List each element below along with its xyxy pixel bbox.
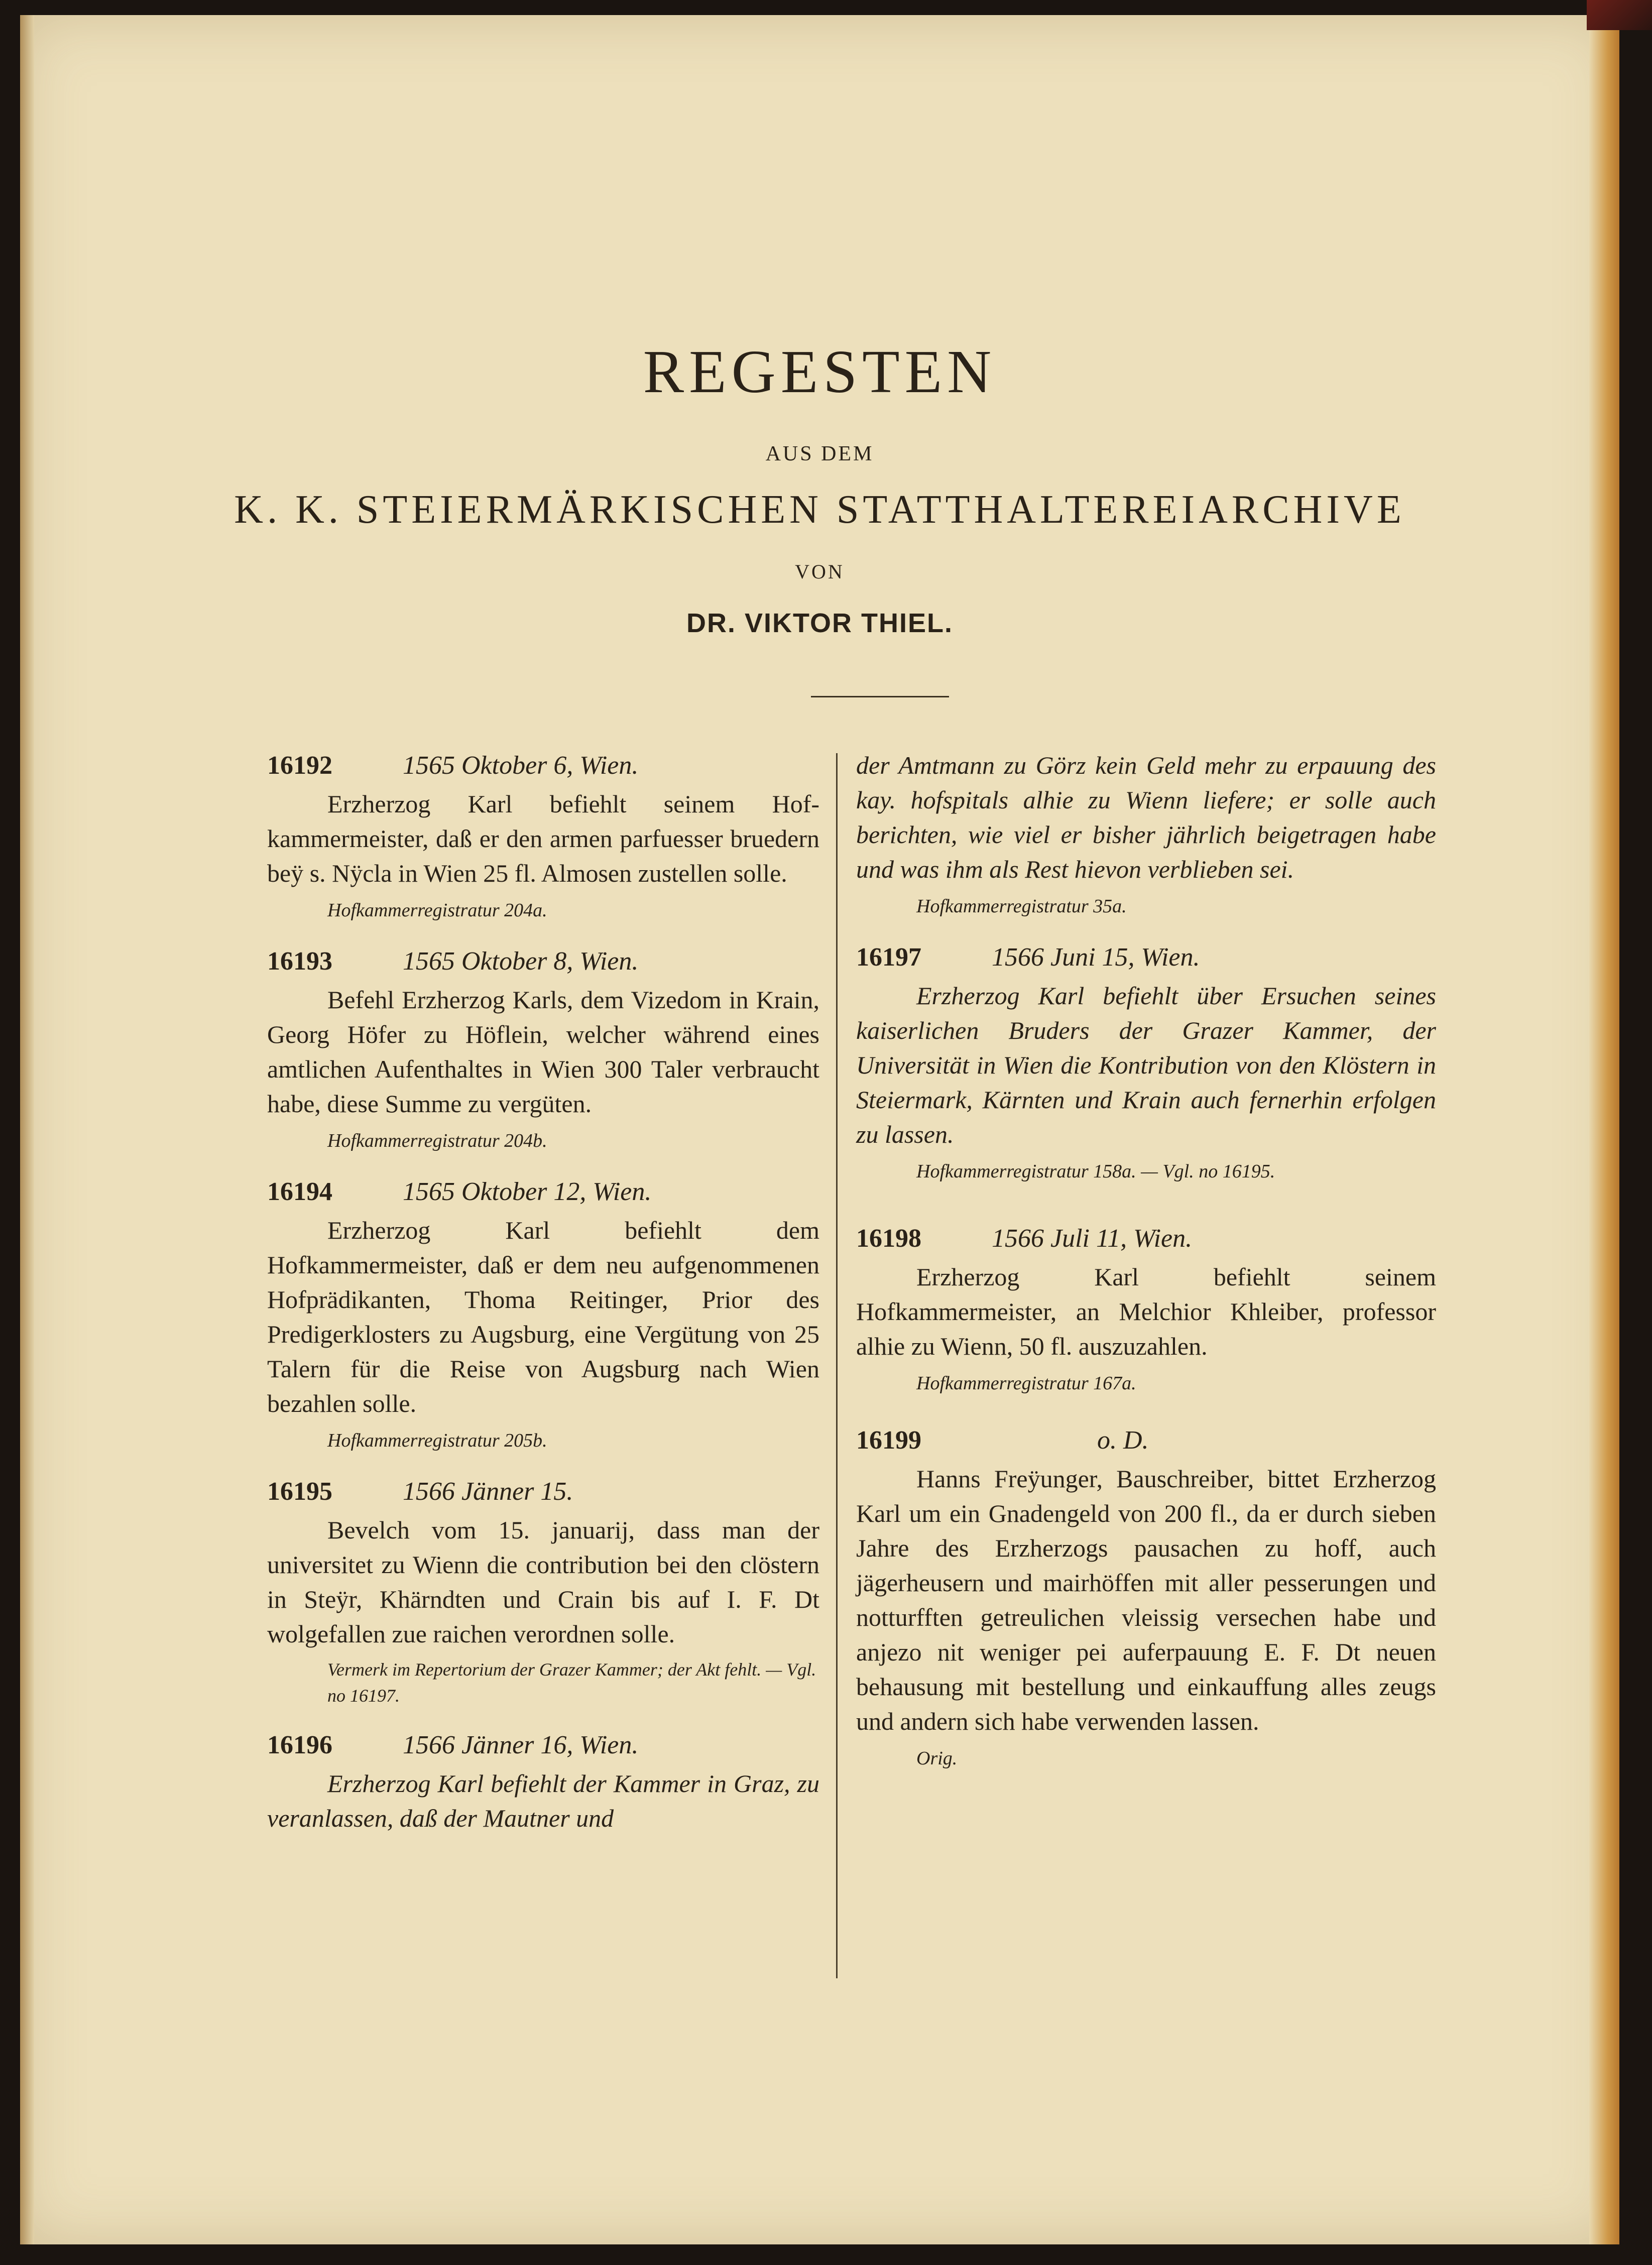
entry-source: Hofkammerregistratur 35a. — [916, 896, 1127, 917]
author-prefix: DR. — [686, 608, 736, 638]
entry-source: Orig. — [916, 1748, 958, 1769]
entry-16196-continued — [856, 748, 1436, 921]
entry-number: 16199 — [856, 1426, 921, 1455]
entry-number: 16194 — [267, 1177, 332, 1206]
entry-date: 1566 Juli 11, Wien. — [992, 1224, 1193, 1253]
book-corner — [1587, 0, 1652, 30]
archive-name: K. K. STEIERMÄRKISCHEN STATTHALTEREIARCHIVE — [234, 488, 1405, 532]
entry-date: 1565 Oktober 12, Wien. — [403, 1177, 652, 1206]
entry-source: Hofkammerregistratur 204a. — [327, 900, 547, 921]
entry-date: 1566 Juni 15, Wien. — [992, 943, 1200, 972]
entry-16199 — [856, 1423, 1436, 1773]
subtitle-aus-dem: AUS DEM — [765, 442, 874, 465]
page-title: REGESTEN — [643, 338, 997, 406]
entry-16194 — [267, 1174, 819, 1455]
entry-number: 16197 — [856, 943, 921, 972]
entry-number: 16195 — [267, 1477, 332, 1506]
entry-number: 16198 — [856, 1224, 921, 1253]
entry-date: o. D. — [1097, 1426, 1149, 1455]
entry-body: Erzherzog Karl befiehlt über Ersuchen seines kaiserlichen Bruders der Grazer Kammer, der Universität in Wien die Kontribution von den Klöstern in Steiermark, Kärnten und Krain auch fernerhin erfolgen zu lassen. — [856, 982, 1436, 1148]
title-rule — [811, 696, 949, 697]
subtitle-von: VON — [795, 560, 845, 583]
entry-date: 1565 Oktober 6, Wien. — [403, 751, 639, 780]
entry-16198 — [856, 1221, 1436, 1398]
entry-number: 16192 — [267, 751, 332, 780]
entry-16196 — [267, 1728, 819, 1836]
entry-body: Erzherzog Karl befiehlt der Kammer in Graz, zu veranlassen, daß der Mautner und — [267, 1769, 819, 1832]
entry-body: Befehl Erzherzog Karls, dem Vizedom in Krain, Georg Höfer zu Höflein, welcher während eines amtlichen Aufenthaltes in Wien 300 Taler verbraucht habe, diese Summe zu vergüten. — [267, 986, 819, 1118]
entry-number: 16193 — [267, 947, 332, 976]
entry-source: Hofkammerregistratur 205b. — [327, 1430, 547, 1451]
entry-source: Hofkammerregistratur 158a. — Vgl. no 16195. — [916, 1161, 1275, 1182]
entry-16192 — [267, 748, 819, 925]
entry-body: Erzherzog Karl befiehlt seinem Hofkammermeister, an Melchior Khleiber, professor alhie zu Wienn, 50 fl. auszuzahlen. — [856, 1263, 1436, 1360]
entry-16195 — [267, 1474, 819, 1709]
entry-body-continued: der Amtmann zu Görz kein Geld mehr zu erpauung des kay. hofspitals alhie zu Wienn liefere; er solle auch berichten, wie viel er bisher jährlich beigetragen habe und was ihm als Rest hievon verblieben sei. — [856, 751, 1436, 883]
author-name: VIKTOR THIEL. — [744, 608, 954, 638]
entry-date: 1566 Jänner 15. — [403, 1477, 573, 1506]
entry-body: Bevelch vom 15. januarij, dass man der universitet zu Wienn die contribution bei den clöstern in Steÿr, Khärndten und Crain bis auf I. F. Dt wolgefallen zue raichen verordnen solle. — [267, 1516, 819, 1648]
entry-date: 1566 Jänner 16, Wien. — [403, 1731, 639, 1759]
entry-source: Hofkammerregistratur 204b. — [327, 1130, 547, 1151]
left-column — [267, 748, 819, 1855]
entry-16197 — [856, 940, 1436, 1186]
entry-body: Erzherzog Karl befiehlt seinem Hof-kammermeister, daß er den armen parfuesser bruedern beÿ s. Nÿcla in Wien 25 fl. Almosen zustellen solle. — [267, 790, 819, 887]
author — [20, 608, 1619, 639]
entry-number: 16196 — [267, 1731, 332, 1759]
entry-source: Vermerk im Repertorium der Grazer Kammer; der Akt fehlt. — Vgl. no 16197. — [327, 1659, 816, 1706]
entry-body: Hanns Freÿunger, Bauschreiber, bittet Erzherzog Karl um ein Gnadengeld von 200 fl., da er durch sieben Jahre des Erzherzogs pausachen zu hoff, auch jägerheusern und mairhöffen mit aller pesserungen und notturfften getreulichen vleissig versechen habe und anjezo nit weniger pei auferpauung E. F. Dt neuen behausung mit bestellung und einkauffung alles zeugs und andern sich habe verwenden lassen. — [856, 1465, 1436, 1735]
entry-body: Erzherzog Karl befiehlt dem Hofkammermeister, daß er dem neu aufgenommenen Hofprädikanten, Thoma Reitinger, Prior des Predigerklosters zu Augsburg, eine Vergütung von 25 Talern für die Reise von Augsburg nach Wien bezahlen solle. — [267, 1216, 819, 1417]
right-column — [856, 748, 1436, 1792]
entry-date: 1565 Oktober 8, Wien. — [403, 947, 639, 976]
column-divider — [836, 753, 838, 1978]
entry-16193 — [267, 944, 819, 1155]
entry-source: Hofkammerregistratur 167a. — [916, 1373, 1136, 1394]
